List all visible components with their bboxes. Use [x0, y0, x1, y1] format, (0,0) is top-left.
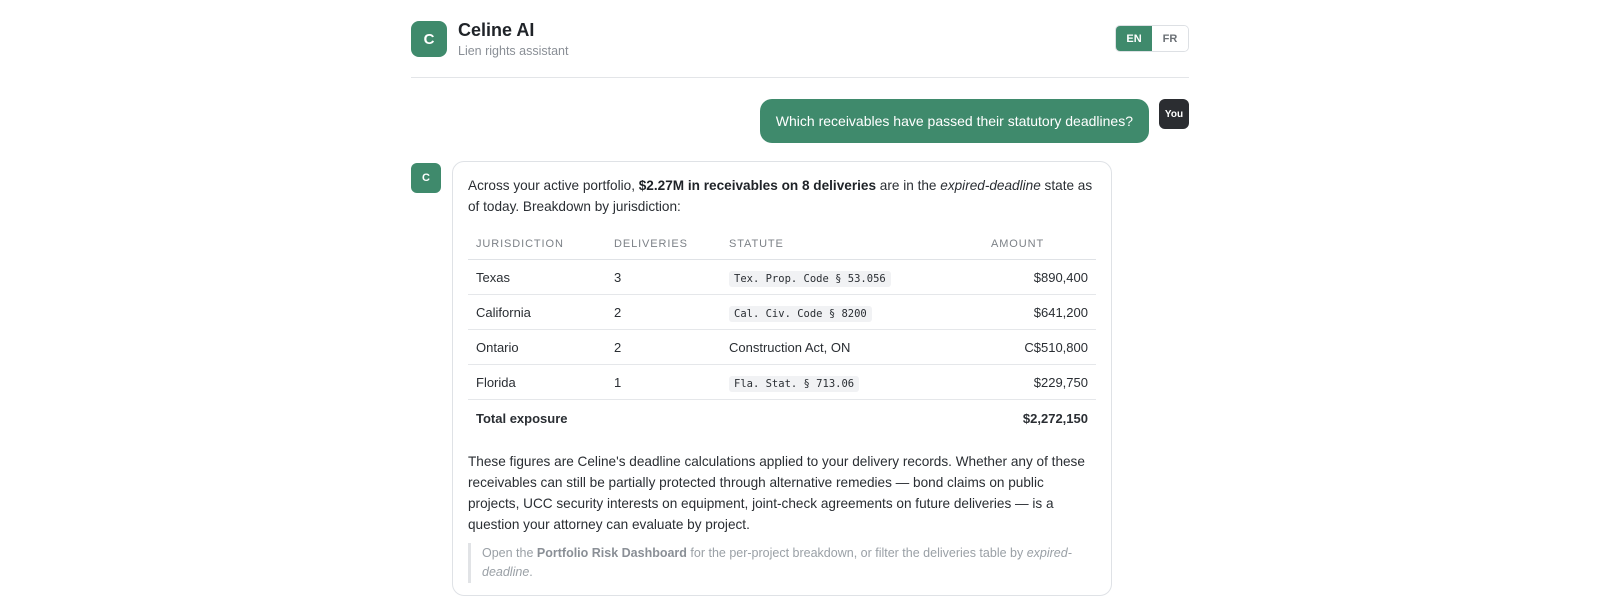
- header: [411, 0, 1189, 78]
- total-amount: $2,272,150: [1022, 411, 1088, 427]
- cell-deliveries: 2: [606, 330, 721, 365]
- jurisdiction-table: [468, 229, 1096, 438]
- cell-amount: $229,750: [983, 365, 1096, 400]
- table-row: [468, 330, 1096, 365]
- app-subtitle: Lien rights assistant: [458, 44, 569, 58]
- intro-text: are in the: [876, 178, 941, 193]
- table-row: [468, 260, 1096, 295]
- cell-deliveries: 1: [606, 365, 721, 400]
- cell-statute: [721, 365, 983, 400]
- assistant-message-card: [452, 161, 1112, 596]
- intro-state: expired-deadline: [940, 178, 1041, 193]
- note-text: for the per-project breakdown, or filter the deliveries table by: [686, 545, 1027, 560]
- intro-text: state as of today. Breakdown by jurisdiction:: [468, 178, 1093, 214]
- statute-code: Fla. Stat. § 713.06: [729, 376, 859, 392]
- dashboard-link[interactable]: Portfolio Risk Dashboard: [536, 545, 687, 560]
- assistant-note: [468, 543, 1096, 583]
- note-filter-state: expired-deadline: [482, 545, 1072, 579]
- column-header-amount: AMOUNT: [983, 229, 1096, 260]
- app-name: Celine AI: [458, 20, 535, 40]
- column-header-statute: STATUTE: [721, 229, 983, 260]
- table-row: [468, 295, 1096, 330]
- cell-amount: $641,200: [983, 295, 1096, 330]
- cell-statute: [721, 295, 983, 330]
- cell-jurisdiction: Ontario: [468, 330, 606, 365]
- note-text: Open the: [482, 545, 537, 560]
- user-message-row: [760, 99, 1189, 143]
- assistant-body: These figures are Celine's deadline calculations applied to your delivery records. Whether any of these receivables can still be partially protected through alternative remedies — bond claims on public projects, UCC security interests on equipment, joint-check agreements on future deliveries — is a question your attorney can evaluate by project.: [468, 453, 1085, 532]
- table-header-row: [468, 229, 1096, 260]
- cell-jurisdiction: Florida: [468, 365, 606, 400]
- statute-code: Tex. Prop. Code § 53.056: [729, 271, 891, 287]
- cell-statute: [721, 260, 983, 295]
- intro-text: Across your active portfolio,: [468, 178, 639, 193]
- cell-deliveries: 3: [606, 260, 721, 295]
- language-fr-button[interactable]: FR: [1152, 26, 1188, 51]
- cell-jurisdiction: Texas: [468, 260, 606, 295]
- table-total-row: [468, 400, 1096, 438]
- cell-amount: C$510,800: [983, 330, 1096, 365]
- note-text: .: [529, 564, 533, 579]
- language-toggle: [1115, 25, 1189, 52]
- chat-app: [411, 0, 1189, 579]
- language-en-button[interactable]: EN: [1116, 26, 1152, 51]
- table-row: [468, 365, 1096, 400]
- user-message-bubble: Which receivables have passed their statutory deadlines?: [760, 99, 1149, 143]
- user-avatar: You: [1159, 99, 1189, 129]
- column-header-jurisdiction: JURISDICTION: [468, 229, 606, 260]
- cell-amount: $890,400: [983, 260, 1096, 295]
- column-header-deliveries: DELIVERIES: [606, 229, 721, 260]
- assistant-intro: [468, 175, 1096, 217]
- cell-deliveries: 2: [606, 295, 721, 330]
- assistant-avatar: C: [411, 163, 441, 193]
- total-label: Total exposure: [476, 411, 568, 427]
- brand-avatar: C: [411, 21, 447, 57]
- statute-code: Cal. Civ. Code § 8200: [729, 306, 872, 322]
- cell-statute: Construction Act, ON: [721, 330, 983, 365]
- cell-jurisdiction: California: [468, 295, 606, 330]
- intro-highlight: $2.27M in receivables on 8 deliveries: [638, 178, 877, 193]
